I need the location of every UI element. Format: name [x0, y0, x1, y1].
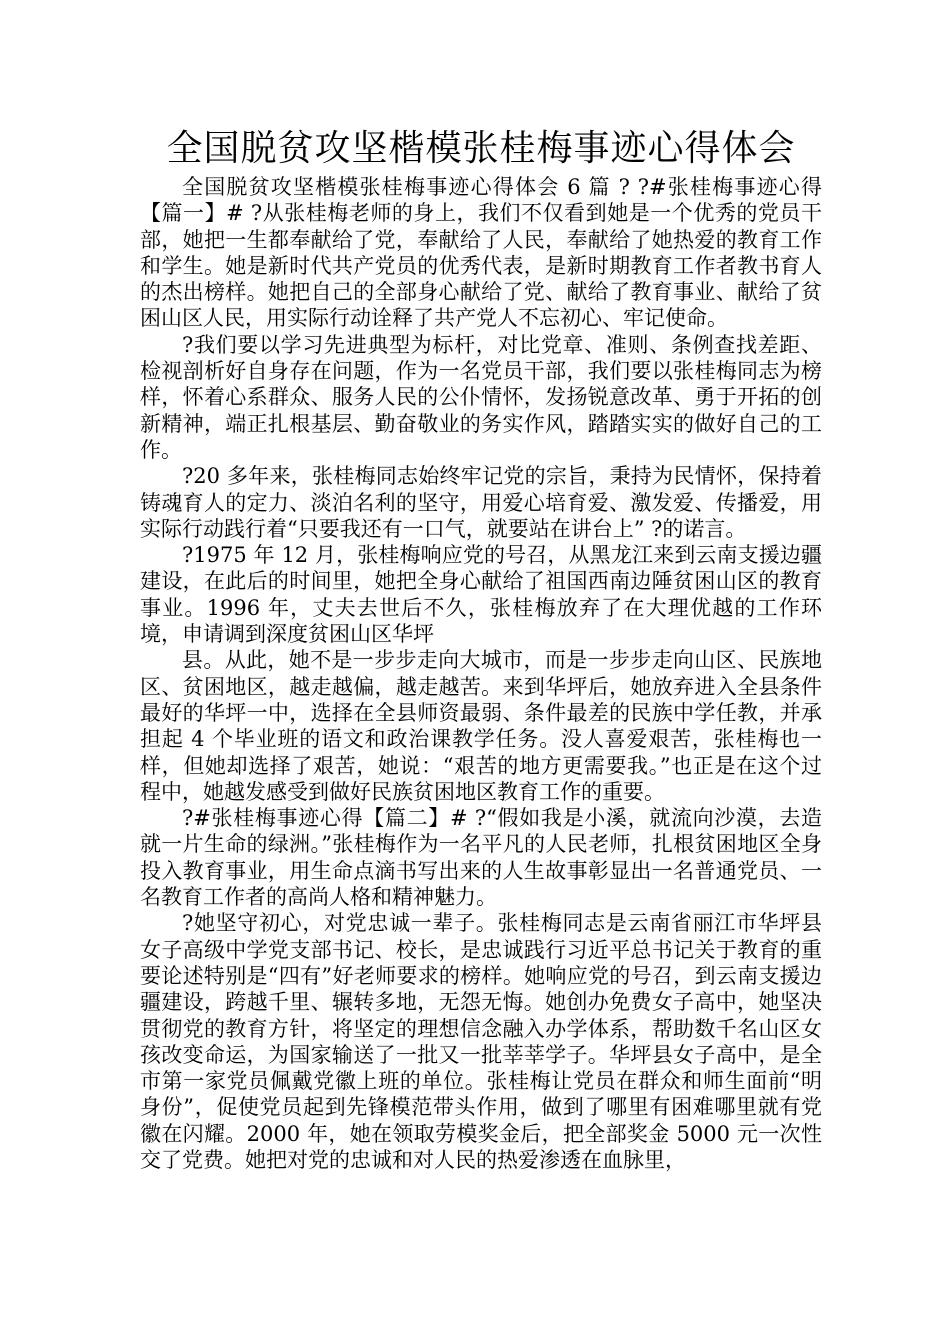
paragraph-6: ?#张桂梅事迹心得【篇二】# ?“假如我是小溪，就流向沙漠，去造就一片生命的绿洲。”张桂梅作为一名平凡的人民老师，扎根贫困地区全身投入教育事业，用生命点滴书写出来的人生故事彰显出一名普通党员、一名教育工作者的高尚人格和精神魅力。	[140, 806, 822, 910]
paragraph-2: ?我们要以学习先进典型为标杆，对比党章、准则、条例查找差距、检视剖析好自身存在问题，作为一名党员干部，我们要以张桂梅同志为榜样，怀着心系群众、服务人民的公仆情怀，发扬锐意改革、勇于开拓的创新精神，端正扎根基层、勤奋敬业的务实作风，踏踏实实的做好自己的工作。	[140, 332, 822, 462]
paragraph-7: ?她坚守初心，对党忠诚一辈子。张桂梅同志是云南省丽江市华坪县女子高级中学党支部书记、校长，是忠诚践行习近平总书记关于教育的重要论述特别是“四有”好老师要求的榜样。她响应党的号召，到云南支援边疆建设，跨越千里、辗转多地，无怨无悔。她创办免费女子高中，她坚决贯彻党的教育方针，将坚定的理想信念融入办学体系，帮助数千名山区女孩改变命运，为国家输送了一批又一批莘莘学子。华坪县女子高中，是全市第一家党员佩戴党徽上班的单位。张桂梅让党员在群众和师生面前“明身份”，促使党员起到先锋模范带头作用，做到了哪里有困难哪里就有党徽在闪耀。2000 年，她在领取劳模奖金后，把全部奖金 5000 元一次性交了党费。她把对党的忠诚和对人民的热爱渗透在血脉里，	[140, 911, 822, 1172]
paragraph-3: ?20 多年来，张桂梅同志始终牢记党的宗旨，秉持为民情怀，保持着铸魂育人的定力、淡泊名利的坚守，用爱心培育爱、激发爱、传播爱，用实际行动践行着“只要我还有一口气，就要站在讲台上” ?的诺言。	[140, 464, 822, 541]
paragraph-4: ?1975 年 12 月，张桂梅响应党的号召，从黑龙江来到云南支援边疆建设，在此后的时间里，她把全身心献给了祖国西南边陲贫困山区的教育事业。1996 年，丈夫去世后不久，张桂梅放弃了在大理优越的工作环境，申请调到深度贫困山区华坪	[140, 543, 822, 647]
document-body	[140, 174, 822, 1173]
document-title: 全国脱贫攻坚楷模张桂梅事迹心得体会	[166, 128, 796, 169]
paragraph-5: 县。从此，她不是一步步走向大城市，而是一步步走向山区、民族地区、贫困地区，越走越偏，越走越苦。来到华坪后，她放弃进入全县条件最好的华坪一中，选择在全县师资最弱、条件最差的民族中学任教，并承担起 4 个毕业班的语文和政治课教学任务。没人喜爱艰苦，张桂梅也一样，但她却选择了艰苦，她说：“艰苦的地方更需要我。”也正是在这个过程中，她越发感受到做好民族贫困地区教育工作的重要。	[140, 648, 822, 804]
paragraph-1: 全国脱贫攻坚楷模张桂梅事迹心得体会 6 篇 ? ?#张桂梅事迹心得【篇一】# ?从张桂梅老师的身上，我们不仅看到她是一个优秀的党员干部，她把一生都奉献给了党，奉献给了人民，奉献给了她热爱的教育工作和学生。她是新时代共产党员的优秀代表，是新时期教育工作者教书育人的杰出榜样。她把自己的全部身心献给了党、献给了教育事业、献给了贫困山区人民，用实际行动诠释了共产党人不忘初心、牢记使命。	[140, 175, 822, 331]
